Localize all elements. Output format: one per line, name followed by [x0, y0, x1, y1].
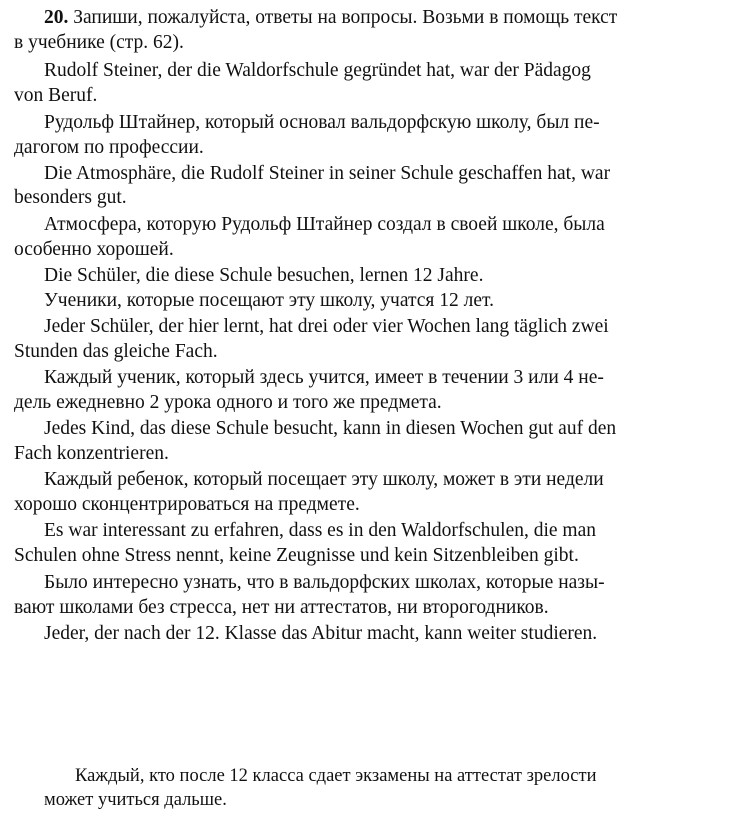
footer-answer-line-1: Каждый, кто после 12 класса сдает экзамены на аттестат зрелости	[75, 766, 597, 786]
paragraph-de-line: Jeder Schüler, der hier lernt, hat drei oder vier Wochen lang täglich zwei	[44, 316, 609, 337]
paragraph-de-line: Jeder, der nach der 12. Klasse das Abitur macht, kann weiter studieren.	[44, 623, 598, 644]
footer-answer-line-2: может учиться дальше.	[44, 790, 227, 810]
paragraph-de-line: besonders gut.	[14, 187, 127, 208]
paragraph-de-line: Schulen ohne Stress nennt, keine Zeugnisse und kein Sitzenbleiben gibt.	[14, 545, 579, 566]
exercise-instruction-line-2: в учебнике (стр. 62).	[14, 32, 184, 53]
paragraph-ru-line: Было интересно узнать, что в вальдорфских школах, которые назы-	[44, 572, 605, 593]
paragraph-de-line: Es war interessant zu erfahren, dass es in den Waldorfschulen, die man	[44, 520, 597, 541]
exercise-instruction-line-1	[44, 6, 617, 30]
exercise-number: 20.	[44, 7, 69, 28]
exercise-instruction: Запиши, пожалуйста, ответы на вопросы. Возьми в помощь текст	[73, 7, 618, 28]
paragraph-ru-line: Каждый ученик, который здесь учится, имеет в течении 3 или 4 не-	[44, 367, 604, 388]
paragraph-de-line: Jedes Kind, das diese Schule besucht, kann in diesen Wochen gut auf den	[44, 418, 617, 439]
paragraph-de-line: von Beruf.	[14, 85, 98, 106]
paragraph-de-line: Stunden das gleiche Fach.	[14, 341, 218, 362]
paragraph-ru-line: дагогом по профессии.	[14, 137, 204, 158]
paragraph-ru-line: Каждый ребенок, который посещает эту школу, может в эти недели	[44, 469, 604, 490]
paragraph-ru-line: Рудольф Штайнер, который основал вальдорфскую школу, был пе-	[44, 112, 600, 133]
paragraph-ru-line: особенно хорошей.	[14, 239, 174, 260]
paragraph-de-line: Rudolf Steiner, der die Waldorfschule gegründet hat, war der Pädagog	[44, 60, 591, 81]
paragraph-ru-line: вают школами без стресса, нет ни аттестатов, ни второгодников.	[14, 597, 549, 618]
paragraph-ru-line: хорошо сконцентрироваться на предмете.	[14, 494, 360, 515]
paragraph-ru-line: Атмосфера, которую Рудольф Штайнер создал в своей школе, была	[44, 214, 605, 235]
paragraph-de-line: Die Schüler, die diese Schule besuchen, lernen 12 Jahre.	[44, 265, 484, 286]
paragraph-de-line: Die Atmosphäre, die Rudolf Steiner in seiner Schule geschaffen hat, war	[44, 163, 611, 184]
paragraph-de-line: Fach konzentrieren.	[14, 443, 169, 464]
paragraph-ru-line: Ученики, которые посещают эту школу, учатся 12 лет.	[44, 290, 494, 311]
paragraph-ru-line: дель ежедневно 2 урока одного и того же предмета.	[14, 392, 442, 413]
